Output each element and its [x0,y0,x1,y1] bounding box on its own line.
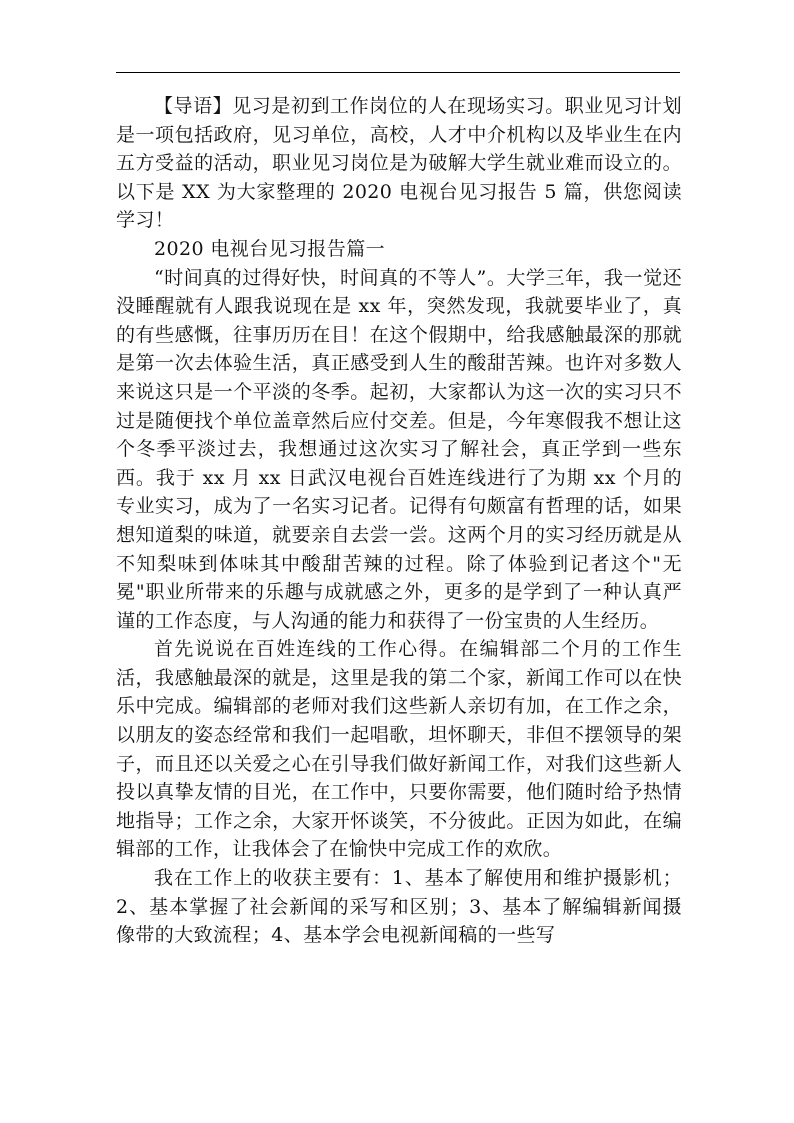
body-paragraph-2: 首先说说在百姓连线的工作心得。在编辑部二个月的工作生活，我感触最深的就是，这里是我的第二个家，新闻工作可以在快乐中完成。编辑部的老师对我们这些新人亲切有加，在工作之余，以朋友的姿态经常和我们一起唱歌，坦怀聊天，非但不摆领导的架子，而且还以关爱之心在引导我们做好新闻工作，对我们这些新人投以真挚友情的目光，在工作中，只要你需要，他们随时给予热情地指导；工作之余，大家开怀谈笑，不分彼此。正因为如此，在编辑部的工作，让我体会了在愉快中完成工作的欢欣。 [116,638,682,861]
body-paragraph-3: 我在工作上的收获主要有：1、基本了解使用和维护摄影机；2、基本掌握了社会新闻的采写和区别；3、基本了解编辑新闻摄像带的大致流程；4、基本学会电视新闻稿的一些写 [116,867,682,947]
body-paragraph-1: “时间真的过得好快，时间真的不等人”。大学三年，我一觉还没睡醒就有人跟我说现在是 xx 年，突然发现，我就要毕业了，真的有些感慨，往事历历在目！在这个假期中，给我感触最深的那就是第一次去体验生活，真正感受到人生的酸甜苦辣。也许对多数人来说这只是一个平淡的冬季。起初，大家都认为这一次的实习只不过是随便找个单位盖章然后应付交差。但是，今年寒假我不想让这个冬季平淡过去，我想通过这次实习了解社会，真正学到一些东西。我于 xx 月 xx 日武汉电视台百姓连线进行了为期 xx 个月的专业实习，成为了一名实习记者。记得有句颇富有哲理的话，如果想知道梨的味道，就要亲自去尝一尝。这两个月的实习经历就是从不知梨味到体味其中酸甜苦辣的过程。除了体验到记者这个"无冕"职业所带来的乐趣与成就感之外，更多的是学到了一种认真严谨的工作态度，与人沟通的能力和获得了一份宝贵的人生经历。 [116,266,682,632]
document-body [116,92,682,950]
intro-paragraph: 【导语】见习是初到工作岗位的人在现场实习。职业见习计划是一项包括政府，见习单位，高校，人才中介机构以及毕业生在内五方受益的活动，职业见习岗位是为破解大学生就业难而设立的。以下是 XX 为大家整理的 2020 电视台见习报告 5 篇，供您阅读学习！ [116,95,682,232]
header-rule [116,72,680,73]
section-heading: 2020 电视台见习报告篇一 [154,237,385,260]
